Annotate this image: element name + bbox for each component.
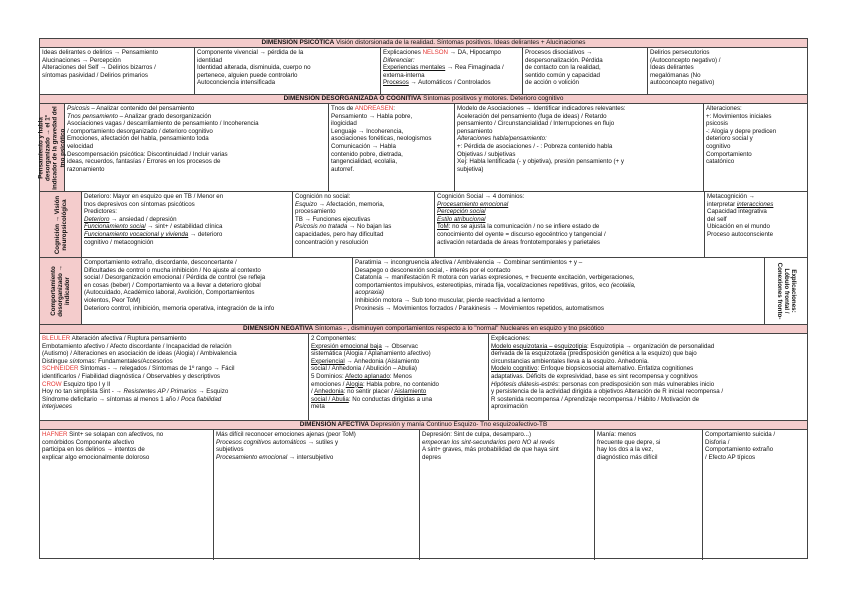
desorganizada-subtitle: Síntomas positivos y motores. Deterioro cognitivo bbox=[423, 95, 564, 102]
text-line: Catatonía → manifestación R motora con varias expresiones, + frecuente excitación, verbigeraciones, bbox=[355, 274, 635, 282]
text-line: Proxinesis → Movimientos forzados / Parakinesis → Movimientos repetidos, automatismos bbox=[355, 304, 604, 312]
afectiva-row bbox=[40, 430, 807, 560]
text-line: → Rea Fimaginada / bbox=[445, 64, 504, 72]
text-line: externa-interna bbox=[383, 71, 425, 79]
text-line: R sostenida recompensa / Aprendizaje recompensa / Hábito / Motivación de bbox=[491, 395, 700, 403]
text-line: : Esquizotipia → organización de personalidad bbox=[586, 342, 715, 350]
text-line: derivada de la esquizotaxia (predisposición genética a la esquizo) que bajo bbox=[491, 350, 697, 358]
text-line: tangencialidad, ecolalia, bbox=[331, 158, 398, 166]
text-line: social / Desorganización emocional / Pérdida de control (se refleja bbox=[84, 274, 266, 282]
afectiva-title: DIMENSIÓN AFECTIVA bbox=[299, 421, 369, 428]
text-line: Psicosis bbox=[67, 105, 90, 112]
text-line bbox=[295, 201, 432, 209]
text-line: contenido pobre, dietrada, bbox=[331, 150, 403, 158]
text-line: → Afectación, memoria, bbox=[317, 200, 385, 208]
text-line: : no sentir placer / bbox=[343, 388, 395, 396]
text-line: Distingue bbox=[42, 357, 70, 365]
text-line: Procesos disociativos → bbox=[525, 49, 593, 56]
text-line: Explicaciones: bbox=[491, 335, 531, 342]
text-line: Lenguaje → Incoherencia, bbox=[331, 127, 404, 135]
text-line: → DA, Hipocampo bbox=[448, 49, 501, 56]
text-line: Pensamiento → Habla pobre, bbox=[331, 112, 413, 120]
text-line: Capacidad integrativa bbox=[707, 208, 767, 216]
text-line: Predictores: bbox=[84, 208, 118, 216]
text-line: – Analizar grado desorganización bbox=[117, 112, 212, 120]
text-line bbox=[42, 396, 306, 404]
text-line: Depresión: Sint de culpa, desamparo...) bbox=[422, 431, 532, 438]
psicotica-title: DIMENSIÓN PSICÓTICA bbox=[261, 39, 335, 46]
text-line: Delirios persecutorios bbox=[650, 49, 710, 56]
text-line: Tnos de bbox=[331, 105, 355, 112]
text-line: participa en los delirios → intentos de bbox=[42, 446, 145, 454]
psicotica-cell-delirios bbox=[40, 48, 194, 94]
desorganizada-row bbox=[37, 104, 807, 192]
text-line: deterioro social y bbox=[706, 135, 753, 143]
text-line: → Esquizo bbox=[196, 388, 229, 396]
text-line: violentos, Peor ToM) bbox=[84, 296, 141, 304]
text-line: Poca fiabilidad bbox=[180, 395, 222, 403]
text-line: Esquizo tipo I y II bbox=[61, 380, 111, 388]
text-line: Alteraciones habla/pensamiento: bbox=[457, 135, 547, 143]
text-line: social / Anhedonia / Abulición – Abulia) bbox=[311, 365, 417, 373]
comportamiento-row bbox=[40, 258, 807, 325]
text-line: de contacto con la realidad, bbox=[525, 64, 601, 72]
text-line: Hoy no tan simplista Sint - → bbox=[42, 388, 124, 396]
text-line: Ideas delirantes o delirios → Pensamiento bbox=[42, 49, 158, 56]
desorganizada-cell-psicosis bbox=[65, 104, 328, 191]
text-line bbox=[216, 454, 417, 462]
text-line: Alteración afectiva / Ruptura pensamiento bbox=[70, 335, 187, 342]
text-line: emociones / bbox=[311, 380, 346, 388]
text-line: interpretar bbox=[707, 200, 737, 208]
text-line bbox=[295, 223, 432, 231]
text-line: → Automáticos / Controlados bbox=[408, 79, 491, 87]
psicotica-cell-disociativos bbox=[522, 48, 647, 94]
text-line: interjueces bbox=[42, 403, 72, 411]
text-line bbox=[84, 223, 290, 231]
text-line: autoconcepto negativo) bbox=[650, 79, 715, 87]
text-line bbox=[84, 216, 290, 224]
negativa-header bbox=[40, 325, 807, 334]
text-line: Alteraciones: bbox=[706, 105, 742, 112]
text-line: acopraxia) bbox=[355, 289, 384, 297]
text-line: -: Alogia y depre predicen bbox=[706, 127, 777, 135]
cognicion-side-label bbox=[40, 192, 82, 257]
text-line: Funcionamiento social bbox=[84, 223, 146, 231]
text-line: → sint+ / estabilidad clínica bbox=[145, 223, 223, 231]
text-line: Procesamiento emocional bbox=[216, 453, 288, 461]
text-line: cognitivo / metacognición bbox=[84, 238, 154, 246]
afectiva-cell-hafner bbox=[40, 430, 213, 560]
text-line: síntomas pasividad / Delirios primarios bbox=[42, 71, 148, 79]
text-line: (Autoconcepto negativo) / bbox=[650, 56, 721, 64]
text-line: Comunicación → Habla bbox=[331, 142, 396, 150]
text-line: → sutiles y bbox=[306, 438, 339, 446]
text-line: Asociaciones vagas / descarrilamiento de pensamiento / Incoherencia bbox=[67, 120, 259, 128]
psicotica-row bbox=[40, 48, 807, 95]
text-line: Comportamiento extraño bbox=[705, 446, 774, 454]
text-line: pertenece, alguien puede controlarlo bbox=[197, 71, 298, 79]
text-line: procesamiento bbox=[295, 208, 336, 216]
comportamiento-cell-extrano bbox=[82, 258, 352, 324]
negativa-subtitle: Síntomas - , disminuyen comportamientos respecto a lo "normal" Nucleares en esquizo y tno psicótico bbox=[314, 325, 604, 332]
text-line: Síntomas - → relegados / Síntomas de 1º rango → Fácil bbox=[78, 365, 235, 373]
text-line: : Menos bbox=[389, 372, 412, 380]
text-line bbox=[311, 396, 486, 404]
text-line: Descompensación psicótica: Discontinuidad / Incluir varias bbox=[67, 150, 228, 158]
text-line: Cognición → Visión neuropsicológica bbox=[53, 195, 68, 254]
text-line: circunstancias ambientales lleva a la esquizo. Anhedonia. bbox=[491, 357, 649, 365]
text-line bbox=[383, 64, 520, 72]
negativa-title: DIMENSIÓN NEGATIVA bbox=[243, 325, 314, 332]
text-line: Paratimia → incongruencia afectiva / Ambivalencia → Combinar sentimientos + y – bbox=[355, 259, 583, 266]
text-line: Ubicación en el mundo bbox=[707, 223, 770, 231]
text-line: ToM bbox=[437, 223, 449, 231]
text-line: (Autocuidado, Académico laboral, Avolición, Comportamientos bbox=[84, 289, 255, 297]
text-line: ANDREASEN bbox=[354, 105, 394, 112]
text-line: subjetiva) bbox=[457, 165, 484, 173]
text-line: Cognición no social: bbox=[295, 193, 351, 200]
text-line: comórbidos Componente afectivo bbox=[42, 438, 135, 446]
text-line bbox=[42, 431, 211, 439]
text-line: Síndrome deficitario → síntomas al menos 1 año / bbox=[42, 395, 181, 403]
text-line: Inhibición motora → Sub tono muscular, pierde reactividad a lentorno bbox=[355, 296, 545, 304]
text-line: Estilo atribucional bbox=[437, 215, 486, 223]
text-line: Emociones, afectación del habla, pensamiento toda bbox=[67, 135, 209, 143]
text-line: catatónico bbox=[706, 158, 735, 166]
text-line: Alteraciones del Self → Delirios bizarros / bbox=[42, 64, 156, 72]
text-line: BLEULER bbox=[42, 335, 71, 342]
text-line: empeoran los sint-secundarios pero NO al revés bbox=[422, 438, 555, 446]
text-line: Sint+ se solapan con afectivos, no bbox=[67, 431, 164, 438]
text-line: Identidad alterada, disminuida, cuerpo no bbox=[197, 64, 311, 72]
text-line: → ansiedad / depresión bbox=[109, 215, 177, 223]
text-line bbox=[42, 335, 306, 343]
text-line: diagnóstico más difícil bbox=[597, 453, 658, 461]
text-line bbox=[491, 381, 805, 389]
afectiva-cell-mania bbox=[594, 430, 702, 560]
text-line: → deterioro bbox=[188, 230, 223, 238]
text-line: Experiencias mentales bbox=[383, 64, 446, 72]
text-line: : bbox=[393, 105, 395, 112]
text-line: psicosis bbox=[706, 120, 729, 128]
text-line: Modelo cognitivo bbox=[491, 365, 538, 373]
text-line: NELSON bbox=[422, 49, 449, 56]
text-line: Componente vivencial → pérdida de la bbox=[197, 49, 304, 56]
text-line bbox=[42, 388, 306, 396]
text-line: CROW bbox=[42, 380, 62, 388]
text-line: Metacognición → bbox=[707, 193, 755, 200]
afectiva-cell-depresion bbox=[419, 430, 594, 560]
text-line: A sint+ graves, más probabilidad de que haya sint bbox=[422, 446, 559, 454]
text-line: Comportamiento desorganizado → indicador bbox=[49, 265, 72, 317]
text-line: Disforia / bbox=[705, 438, 730, 446]
negativa-cell-componentes bbox=[308, 334, 488, 420]
text-line: asociaciones fonéticas, neologismos bbox=[331, 135, 432, 143]
psicotica-subtitle: Visión distorsionada de la realidad. Síntomas positivos. Ideas delirantes + Alucinaciones bbox=[336, 39, 586, 46]
text-line: → Anhedonia (Aislamiento bbox=[344, 357, 420, 365]
comportamiento-side-right bbox=[764, 258, 807, 324]
text-line: Manía: menos bbox=[597, 431, 637, 438]
text-line: Modelo esquizotaxia – esquizotipia bbox=[491, 342, 587, 350]
text-line bbox=[491, 365, 805, 373]
text-line: Esquizo bbox=[295, 200, 318, 208]
text-line: (Autismo) / Alteraciones en asociación de ideas (Alogia) / Ambivalencia bbox=[42, 350, 237, 358]
text-line bbox=[491, 343, 805, 351]
summary-sheet bbox=[39, 38, 808, 559]
text-line: sentido común y capacidad bbox=[525, 71, 600, 79]
text-line: meta bbox=[311, 403, 325, 411]
text-line: Objetivas / subjetivas bbox=[457, 150, 516, 158]
text-line bbox=[331, 105, 452, 113]
text-line: hay los dos a la vez, bbox=[597, 446, 654, 454]
text-line: despersonalización. Pérdida bbox=[525, 56, 603, 64]
text-line: Xej: Habla lentificada (- y objetiva), presión pensamiento (+ y bbox=[457, 158, 624, 166]
text-line: Deterioro control, inhibición, memoria operativa, integración de la info bbox=[84, 304, 275, 312]
text-line: explicar algo emocionalmente doloroso bbox=[42, 453, 150, 461]
text-line bbox=[311, 373, 486, 381]
text-line: Proceso autoconsciente bbox=[707, 230, 774, 238]
text-line: cognitivo bbox=[706, 142, 731, 150]
text-line: (ecolalia, bbox=[610, 281, 636, 289]
text-line: / comportamiento desorganizado / deterioro cognitivo bbox=[67, 127, 213, 135]
text-line: identidad bbox=[197, 56, 223, 64]
text-line: → No bajan las bbox=[347, 223, 392, 231]
text-line bbox=[383, 79, 520, 87]
cognicion-cell-deterioro bbox=[82, 192, 292, 257]
comportamiento-cell-paratimia bbox=[352, 258, 766, 324]
text-line: Procesos cognitivos automáticos bbox=[216, 438, 307, 446]
text-line: Modelo de Asociaciones → Identificar indicadores relevantes: bbox=[457, 105, 626, 112]
text-line: Aceleración del pensamiento (fuga de ideas) / Retardo bbox=[457, 112, 607, 120]
negativa-cell-autores bbox=[40, 334, 308, 420]
psicotica-cell-persecutorios bbox=[647, 48, 807, 94]
text-line bbox=[67, 105, 326, 113]
text-line bbox=[311, 388, 486, 396]
text-line: velocidad bbox=[67, 142, 94, 150]
text-line bbox=[42, 365, 306, 373]
text-line: síntomas bbox=[69, 357, 95, 365]
text-line: Dificultades de control o mucha inhibición / No ajuste al contexto bbox=[84, 266, 261, 274]
text-line: Alucinaciones → Percepción bbox=[42, 56, 121, 64]
text-line bbox=[437, 223, 702, 231]
psicotica-cell-vivencial bbox=[194, 48, 380, 94]
text-line: Tnos pensamiento bbox=[67, 112, 118, 120]
text-line: Expresión emocional baja bbox=[311, 342, 382, 350]
text-line bbox=[707, 201, 805, 209]
psicotica-cell-explicaciones bbox=[380, 48, 522, 94]
psicotica-header bbox=[40, 39, 807, 48]
text-line: activación retardada de áreas frontotemporales y parietales bbox=[437, 238, 601, 246]
cognicion-row bbox=[40, 192, 807, 258]
text-line: +: Pérdida de asociaciones / - : Pobreza contenido habla bbox=[457, 142, 613, 150]
text-line: Más difícil reconocer emociones ajenas (peor ToM) bbox=[216, 431, 356, 438]
text-line: megalómanas (No bbox=[650, 71, 701, 79]
desorganizada-header bbox=[40, 95, 807, 104]
text-line: → Observac bbox=[381, 342, 418, 350]
text-line: concentración y resolución bbox=[295, 238, 369, 246]
text-line: : Habla pobre, no contenido bbox=[362, 380, 439, 388]
desorganizada-cell-andreasen bbox=[328, 104, 454, 191]
desorganizada-cell-alteraciones bbox=[703, 104, 807, 191]
text-line: y persistencia de la actividad dirigida a objetivos Alteración de R inicial recompensa / bbox=[491, 388, 724, 396]
text-line: Deterioro bbox=[84, 215, 110, 223]
text-line: Comportamiento bbox=[706, 150, 752, 158]
text-line bbox=[383, 49, 520, 57]
text-line: subjetivos bbox=[216, 446, 244, 454]
text-line: pensamiento bbox=[457, 127, 493, 135]
text-line: del self bbox=[707, 215, 727, 223]
text-line: adaptativas. Déficits de expresividad, base es sint recompensa y cognitivos bbox=[491, 372, 698, 380]
desorganizada-side-label bbox=[37, 104, 67, 191]
text-line: comportamientos impulsivos, estereotipias, mirada fija, vocalizaciones repetitivas, gritos, eco bbox=[355, 281, 611, 289]
text-line: Autoconciencia intensificada bbox=[197, 79, 276, 87]
text-line: depres bbox=[422, 453, 441, 461]
text-line: Funcionamiento vocacional y vivienda bbox=[84, 230, 189, 238]
text-line: tnos depresivos con síntomas psicóticos bbox=[84, 200, 195, 208]
text-line: interacciones bbox=[736, 200, 774, 208]
text-line: Comportamiento suicida / bbox=[705, 431, 776, 438]
text-line: Pensamiento y habla desorganizado → el 1º indicador de la gravedad del tno psicótico bbox=[37, 105, 67, 190]
text-line: autorref. bbox=[331, 165, 355, 173]
text-line: 5 Dominios: bbox=[311, 372, 346, 380]
text-line: ideas, recuerdos, fantasías / Errores en los procesos de bbox=[67, 158, 221, 166]
text-line: Resistentes AP / Primarios bbox=[123, 388, 197, 396]
text-line: Desapego o desconexión social, - interés por el contacto bbox=[355, 266, 511, 274]
desorganizada-cell-asociaciones bbox=[454, 104, 703, 191]
text-line: / bbox=[311, 388, 315, 396]
text-line: capacidades, pero hay dificultad bbox=[295, 230, 384, 238]
negativa-row bbox=[40, 334, 807, 421]
text-line: 2 Componentes: bbox=[311, 335, 357, 342]
text-line: : No conductas dirigidas a una bbox=[348, 395, 433, 403]
text-line bbox=[67, 113, 326, 121]
text-line: Procesamiento emocional bbox=[437, 200, 509, 208]
text-line: Explicaciones bbox=[383, 49, 423, 56]
cognicion-cell-social bbox=[434, 192, 704, 257]
text-line: Explicaciones: Lóbulo frontal / Conexiones fronto- bbox=[775, 262, 797, 320]
text-line: / Efecto AP típicos bbox=[705, 453, 756, 461]
afectiva-header bbox=[40, 421, 807, 430]
text-line: frecuente que depre, si bbox=[597, 438, 661, 446]
text-line: Comportamiento extraño, discordante, desconcertante / bbox=[84, 259, 237, 266]
text-line bbox=[311, 358, 486, 366]
text-line: Afecto aplanado bbox=[345, 372, 390, 380]
text-line: Anhedonia bbox=[314, 388, 344, 396]
text-line: social / Abulia bbox=[311, 395, 349, 403]
text-line: : Fundamentales/Accesorios bbox=[94, 357, 173, 365]
afectiva-cell-emociones bbox=[213, 430, 419, 560]
text-line: Embotamiento afectivo / Afecto discordante / Incapacidad de relación bbox=[42, 342, 232, 350]
text-line bbox=[355, 282, 764, 290]
negativa-cell-explicaciones bbox=[488, 334, 807, 420]
text-line: – Analizar contenido del pensamiento bbox=[89, 105, 195, 112]
text-line bbox=[216, 439, 417, 447]
cognicion-cell-no-social bbox=[292, 192, 434, 257]
text-line: → intersubjetivo bbox=[287, 453, 334, 461]
text-line: : Enfoque biopsicosocial alternativo. Enfatiza cognitiones bbox=[537, 365, 694, 373]
text-line: TB → Funciones ejecutivas bbox=[295, 215, 371, 223]
text-line bbox=[42, 358, 306, 366]
text-line: Procesos bbox=[383, 79, 409, 87]
text-line: Percepción social bbox=[437, 208, 486, 216]
afectiva-cell-suicida bbox=[702, 430, 807, 560]
text-line bbox=[311, 381, 486, 389]
text-line: Ideas delirantes bbox=[650, 64, 694, 72]
text-line: aproximación bbox=[491, 403, 528, 411]
cognicion-cell-metacognicion bbox=[704, 192, 807, 257]
text-line: HAFNER bbox=[42, 431, 68, 438]
text-line: Deterioro: Mayor en esquizo que en TB / Menor en bbox=[84, 193, 224, 200]
text-line: razonamiento bbox=[67, 165, 105, 173]
text-line bbox=[42, 381, 306, 389]
afectiva-subtitle: Depresión y manía Continuo Esquizo- Tno esquizoafectivo-TB bbox=[370, 421, 548, 428]
text-line bbox=[84, 231, 290, 239]
text-line: pensamiento / Circunstancialidad / Interrupciones en flujo bbox=[457, 120, 615, 128]
text-line: en cosas (beber) / Comportamiento va a llevar a deterioro global bbox=[84, 281, 261, 289]
text-line: Diferenciar: bbox=[383, 56, 415, 64]
text-line: de acción o volición bbox=[525, 79, 580, 87]
desorganizada-title: DIMENSIÓN DESORGANIZADA O COGNITIVA bbox=[283, 95, 422, 102]
text-line: Experiencial bbox=[311, 357, 345, 365]
text-line: conocimiento del oyente = discurso egocéntrico y tangencial / bbox=[437, 230, 606, 238]
text-line bbox=[311, 343, 486, 351]
text-line: SCHNEIDER bbox=[42, 365, 79, 373]
text-line: : personas con predisposición son más vulnerables inicio bbox=[558, 380, 715, 388]
comportamiento-side-label bbox=[40, 258, 82, 324]
text-line: Hipótesis diátesis-estrés bbox=[491, 380, 559, 388]
text-line: Cognición Social → 4 dominios: bbox=[437, 193, 525, 200]
text-line: identificarlos / Fiabilidad diagnóstica / Observables y descriptivos bbox=[42, 372, 221, 380]
text-line: Aislamiento bbox=[394, 388, 427, 396]
text-line: : no se ajusta la comunicación / no se infiere estado de bbox=[448, 223, 600, 231]
text-line: Alogia bbox=[345, 380, 363, 388]
text-line: ilogicidad bbox=[331, 120, 357, 128]
text-line: +: Movimientos iniciales bbox=[706, 112, 772, 120]
text-line: sistemática (Alogia / Aplanamiento afectivo) bbox=[311, 350, 431, 358]
text-line: Psicosis no tratada bbox=[295, 223, 348, 231]
